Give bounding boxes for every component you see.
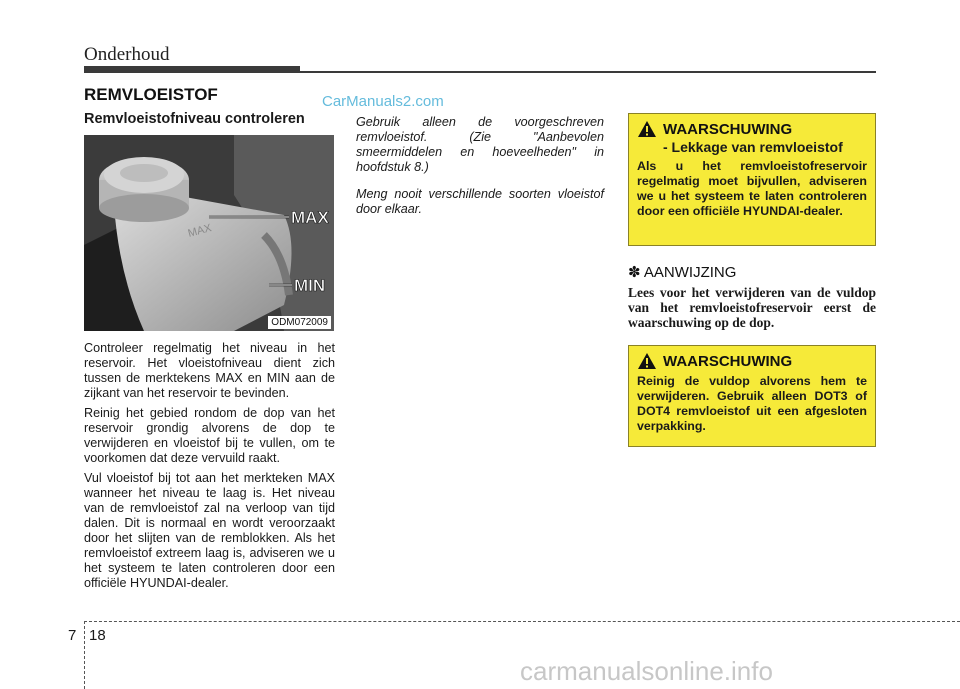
paragraph-never-mix: Meng nooit verschillende soorten vloeistof door elkaar. — [356, 187, 604, 216]
warning-header — [637, 352, 867, 370]
reservoir-photo — [84, 135, 334, 331]
label-min: MIN — [294, 276, 326, 295]
paragraph-use-specified: Gebruik alleen de voorgeschreven remvloeistof. (Zie "Aanbevolen smeermiddelen en hoeveelheden" in hoofdstuk 8.) — [356, 115, 604, 174]
section-title: REMVLOEISTOF — [84, 85, 218, 104]
column-2-text — [356, 115, 604, 229]
warning-triangle-icon — [637, 120, 657, 138]
warning-title: WAARSCHUWING — [663, 120, 793, 138]
warning-box-cleaning — [628, 345, 876, 447]
header-bar — [84, 66, 300, 73]
page-number: 18 — [89, 627, 106, 644]
warning-body: Als u het remvloeistofreservoir regelmatig moet bijvullen, adviseren we u het systeem te laten controleren door een officiële HYUNDAI-dealer. — [637, 159, 867, 218]
photo-code: ODM072009 — [268, 316, 331, 329]
warning-body: Reinig de vuldop alvorens hem te verwijderen. Gebruik alleen DOT3 of DOT4 remvloeistof uit een afgesloten verpakking. — [637, 374, 867, 433]
warning-title: WAARSCHUWING — [663, 352, 793, 370]
warning-box-leakage — [628, 113, 876, 246]
note-title: ✽ AANWIJZING — [628, 264, 737, 281]
paragraph-check-level: Controleer regelmatig het niveau in het reservoir. Het vloeistofniveau dient zich tussen de merktekens MAX en MIN aan de zijkant van het reservoir te bevinden. — [84, 341, 335, 400]
note-body: Lees voor het verwijderen van de vuldop van het remvloeistofreservoir eerst de waarschuwing op de dop. — [628, 285, 876, 330]
footer-divider — [84, 621, 85, 689]
warning-triangle-icon — [637, 352, 657, 370]
label-max: MAX — [291, 208, 329, 227]
header-title: Onderhoud — [84, 44, 170, 65]
header-rule — [300, 71, 876, 73]
watermark-top[interactable]: CarManuals2.com — [322, 93, 444, 110]
chapter-number: 7 — [68, 627, 77, 644]
warning-header — [637, 120, 867, 138]
watermark-bottom[interactable]: carmanualsonline.info — [520, 656, 773, 686]
paragraph-clean-cap: Reinig het gebied rondom de dop van het reservoir grondig alvorens de dop te verwijderen en vloeistof bij te vullen, om te voorkomen dat deze vervuild raakt. — [84, 406, 335, 465]
column-1-text — [84, 341, 335, 596]
paragraph-refill: Vul vloeistof bij tot aan het merkteken MAX wanneer het niveau te laag is. Het niveau van de remvloeistof zal na verloop van tijd dalen. Dit is normaal en wordt veroorzaakt door het slijten van de remblokken. Als het remvloeistof extreem laag is, adviseren we u het systeem te laten controleren door een officiële HYUNDAI-dealer. — [84, 471, 335, 590]
footer-rule — [84, 621, 960, 622]
subheading: Remvloeistofniveau controleren — [84, 111, 305, 127]
embossed-max: MAX — [186, 222, 213, 240]
warning-subtitle: - Lekkage van remvloeistof — [663, 139, 843, 155]
